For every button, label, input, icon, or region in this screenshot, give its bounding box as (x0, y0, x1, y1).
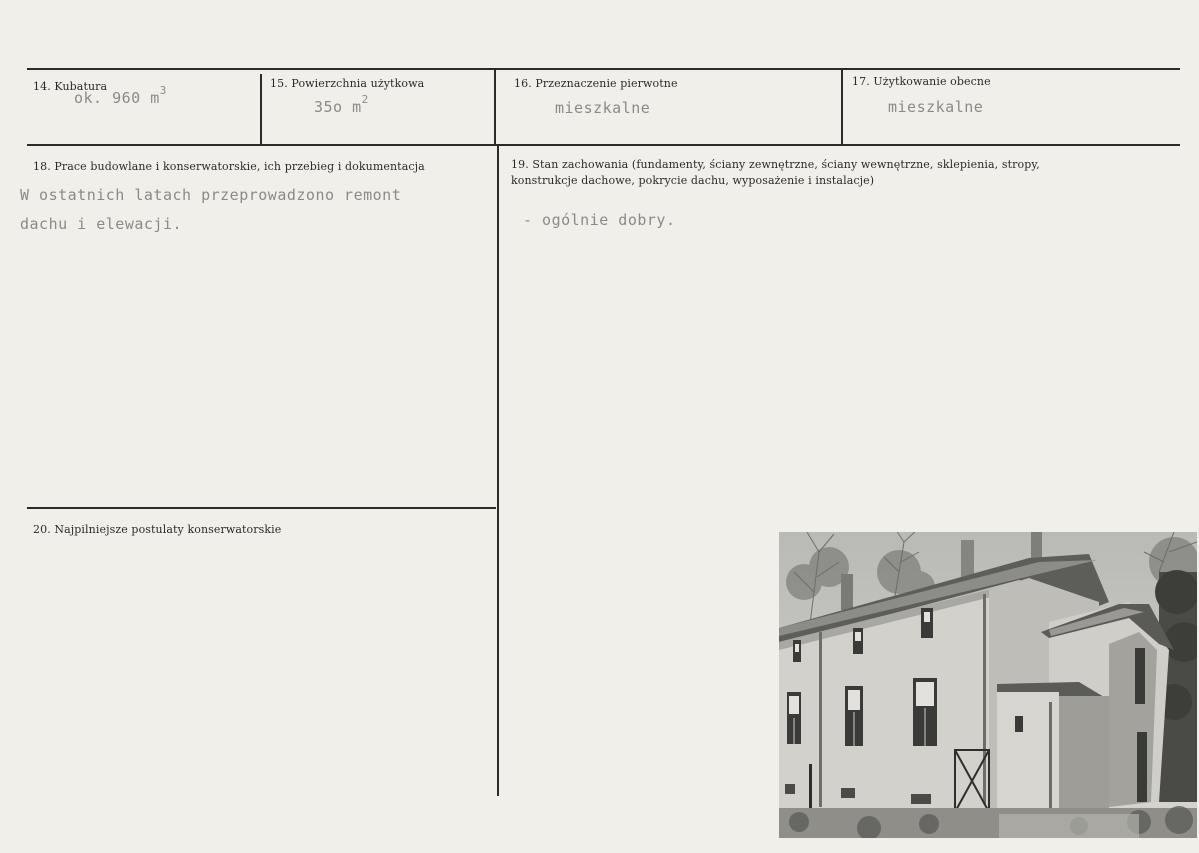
field17-label: 17. Użytkowanie obecne (852, 75, 991, 88)
field17-value: mieszkalne (888, 98, 984, 116)
top-rule (27, 68, 1180, 70)
field15-value (314, 93, 369, 116)
divider-16-17 (841, 68, 843, 144)
field18-bottom-rule (27, 507, 496, 509)
building-photo-image (779, 532, 1197, 838)
divider-left-right (497, 146, 499, 796)
field19-label: 19. Stan zachowania (fundamenty, ściany zewnętrzne, ściany wewnętrzne, sklepienia, stropy, konstrukcje dachowe, pokrycie dachu, wyposażenie i instalacje) (511, 158, 1040, 187)
field18-value (20, 181, 401, 239)
field14-value-unit-exponent: 3 (159, 84, 167, 97)
divider-15-16 (494, 68, 496, 146)
field14-label: 14. Kubatura (33, 80, 108, 93)
field15-value-text: 35o m (314, 98, 362, 116)
building-photo (779, 532, 1197, 838)
field20-label: 20. Najpilniejsze postulaty konserwatorskie (33, 523, 282, 536)
field18-line-2: dachu i elewacji. (20, 215, 183, 233)
field14-value (74, 84, 167, 107)
divider-14-15 (260, 74, 262, 146)
row1-bottom-rule (27, 144, 1180, 146)
field14-value-text: ok. 960 m (74, 89, 160, 107)
field16-label: 16. Przeznaczenie pierwotne (514, 77, 678, 90)
field15-label: 15. Powierzchnia użytkowa (270, 77, 425, 90)
field18-line-1: W ostatnich latach przeprowadzono remont (20, 186, 402, 204)
field19-value: - ogólnie dobry. (523, 211, 676, 229)
field15-value-unit-exponent: 2 (361, 93, 369, 106)
field16-value: mieszkalne (555, 99, 651, 117)
field18-label: 18. Prace budowlane i konserwatorskie, ich przebieg i dokumentacja (33, 160, 425, 173)
